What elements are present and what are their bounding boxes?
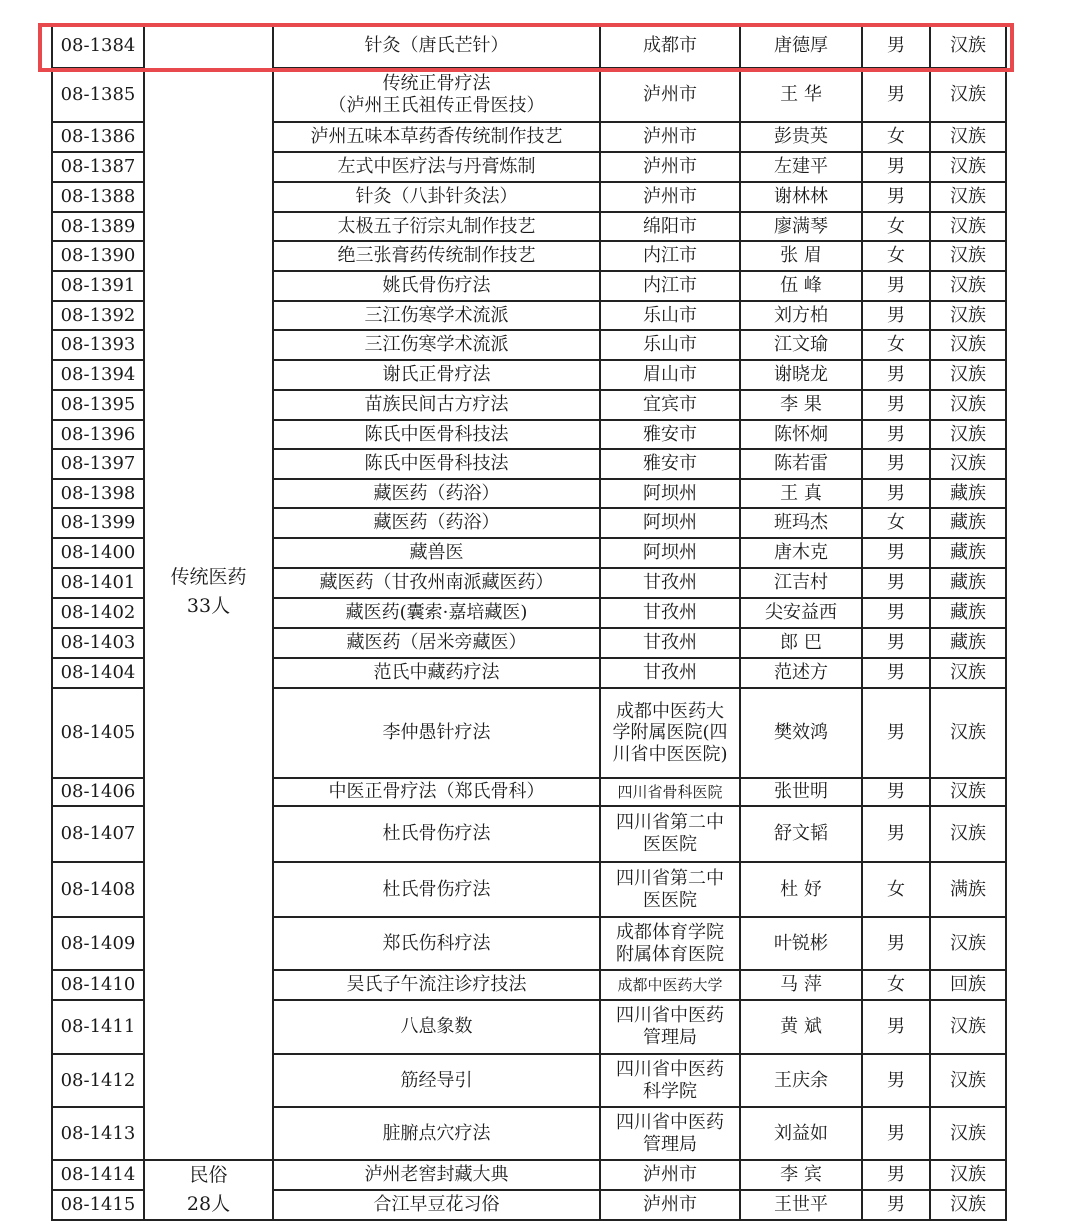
table-rule	[273, 567, 1006, 569]
table-rule	[52, 687, 144, 689]
cell-region: 泸州市	[643, 84, 697, 106]
cell-person: 伍 峰	[780, 275, 822, 297]
cell-ethnicity: 汉族	[950, 1122, 986, 1144]
table-rule	[52, 448, 144, 450]
cell-ethnicity: 汉族	[950, 1016, 986, 1038]
cell-sex: 男	[887, 722, 905, 744]
cell-name: 陈氏中医骨科技法	[364, 453, 509, 475]
cell-sex: 男	[887, 542, 905, 564]
cell-sex: 男	[887, 1164, 905, 1186]
cell-region: 乐山市	[643, 304, 697, 326]
cell-sex: 男	[887, 275, 905, 297]
cell-code: 08-1395	[60, 394, 136, 416]
cell-region: 宜宾市	[643, 394, 697, 416]
cell-name: 藏医药（药浴）	[373, 482, 500, 504]
cell-code: 08-1409	[60, 932, 136, 954]
category-cell: 传统医药 33人	[170, 565, 247, 617]
table-rule	[52, 151, 144, 153]
cell-name: 李仲愚针疗法	[382, 722, 491, 744]
table-rule	[52, 627, 144, 629]
cell-sex: 男	[887, 84, 905, 106]
cell-region: 四川省第二中 医医院	[616, 867, 724, 911]
cell-sex: 男	[887, 1122, 905, 1144]
cell-region: 泸州市	[643, 1194, 697, 1216]
table-rule	[272, 24, 274, 1221]
cell-ethnicity: 汉族	[950, 394, 986, 416]
table-rule	[52, 657, 144, 659]
category-cell: 民俗 28人	[186, 1163, 231, 1215]
table-rule	[273, 67, 1006, 69]
table-rule	[861, 24, 863, 1221]
table-rule	[273, 1053, 1006, 1055]
table-rule	[273, 151, 1006, 153]
table-rule	[273, 999, 1006, 1001]
cell-name: 杜氏骨伤疗法	[382, 823, 491, 845]
cell-name: 针灸（唐氏芒针）	[364, 35, 509, 57]
cell-code: 08-1407	[60, 823, 136, 845]
cell-sex: 男	[887, 423, 905, 445]
cell-sex: 男	[887, 156, 905, 178]
cell-ethnicity: 汉族	[950, 186, 986, 208]
table-rule	[52, 777, 144, 779]
cell-sex: 男	[887, 1069, 905, 1091]
cell-sex: 男	[887, 1194, 905, 1216]
cell-name: 太极五子衍宗丸制作技艺	[337, 215, 536, 237]
cell-ethnicity: 汉族	[950, 722, 986, 744]
cell-sex: 男	[887, 823, 905, 845]
cell-name: 陈氏中医骨科技法	[364, 423, 509, 445]
cell-name: 三江伤寒学术流派	[364, 334, 509, 356]
cell-sex: 男	[887, 304, 905, 326]
cell-region: 乐山市	[643, 334, 697, 356]
cell-person: 廖满琴	[774, 215, 828, 237]
table-rule	[273, 300, 1006, 302]
cell-name: 藏医药（居米旁藏医）	[346, 632, 527, 654]
cell-code: 08-1388	[60, 186, 136, 208]
cell-region: 成都中医药大学	[617, 976, 723, 994]
cell-code: 08-1385	[60, 84, 136, 106]
cell-region: 泸州市	[643, 1164, 697, 1186]
cell-name: 八息象数	[400, 1016, 473, 1038]
cell-ethnicity: 汉族	[950, 1069, 986, 1091]
cell-region: 绵阳市	[643, 215, 697, 237]
cell-person: 樊效鸿	[774, 722, 828, 744]
cell-sex: 男	[887, 482, 905, 504]
table-rule	[273, 448, 1006, 450]
cell-person: 舒文韬	[774, 823, 828, 845]
cell-person: 尖安益西	[765, 602, 837, 624]
cell-code: 08-1396	[60, 423, 136, 445]
table-rule	[273, 478, 1006, 480]
table-rule	[273, 419, 1006, 421]
table-rule	[273, 270, 1006, 272]
cell-region: 甘孜州	[643, 662, 697, 684]
cell-region: 泸州市	[643, 186, 697, 208]
cell-code: 08-1401	[60, 572, 136, 594]
cell-sex: 男	[887, 781, 905, 803]
cell-code: 08-1399	[60, 512, 136, 534]
table-rule	[273, 359, 1006, 361]
cell-region: 成都市	[643, 35, 697, 57]
table-rule	[52, 567, 144, 569]
table-rule	[52, 300, 144, 302]
cell-ethnicity: 汉族	[950, 662, 986, 684]
cell-code: 08-1405	[60, 722, 136, 744]
table-rule	[52, 597, 144, 599]
cell-person: 张 眉	[780, 245, 822, 267]
cell-ethnicity: 汉族	[950, 781, 986, 803]
cell-sex: 男	[887, 364, 905, 386]
cell-person: 马 萍	[780, 974, 822, 996]
cell-name: 中医正骨疗法（郑氏骨科）	[328, 781, 545, 803]
cell-name: 杜氏骨伤疗法	[382, 878, 491, 900]
cell-region: 四川省中医药 科学院	[616, 1058, 724, 1102]
cell-region: 甘孜州	[643, 572, 697, 594]
cell-code: 08-1400	[60, 542, 136, 564]
cell-person: 黄 斌	[780, 1016, 822, 1038]
cell-region: 四川省骨科医院	[617, 783, 723, 801]
cell-person: 刘益如	[774, 1122, 828, 1144]
cell-code: 08-1410	[60, 974, 136, 996]
table-rule	[273, 1189, 1006, 1191]
table-rule	[273, 969, 1006, 971]
table-rule	[52, 537, 144, 539]
cell-ethnicity: 汉族	[950, 35, 986, 57]
cell-person: 郎 巴	[780, 632, 822, 654]
cell-person: 班玛杰	[774, 512, 828, 534]
cell-ethnicity: 汉族	[950, 453, 986, 475]
cell-sex: 女	[887, 512, 905, 534]
cell-region: 成都中医药大 学附属医院(四 川省中医医院)	[612, 700, 728, 765]
table-rule	[52, 181, 144, 183]
table-rule	[52, 389, 144, 391]
cell-person: 李 果	[780, 394, 822, 416]
cell-code: 08-1387	[60, 156, 136, 178]
table-rule	[52, 23, 1006, 25]
table-rule	[52, 359, 144, 361]
cell-ethnicity: 汉族	[950, 334, 986, 356]
table-rule	[52, 1159, 1006, 1161]
cell-sex: 女	[887, 126, 905, 148]
cell-person: 李 宾	[780, 1164, 822, 1186]
table-rule	[599, 24, 601, 1221]
cell-person: 叶锐彬	[774, 932, 828, 954]
cell-sex: 女	[887, 878, 905, 900]
cell-sex: 男	[887, 632, 905, 654]
table-rule	[52, 240, 144, 242]
table-rule	[52, 1189, 144, 1191]
cell-person: 王庆余	[774, 1069, 828, 1091]
cell-name: 泸州五味本草药香传统制作技艺	[310, 126, 563, 148]
cell-sex: 女	[887, 245, 905, 267]
cell-person: 江吉村	[774, 572, 828, 594]
table-rule	[52, 1106, 144, 1108]
cell-region: 雅安市	[643, 423, 697, 445]
cell-code: 08-1398	[60, 482, 136, 504]
cell-region: 内江市	[643, 245, 697, 267]
cell-person: 陈怀炯	[774, 423, 828, 445]
table-rule	[52, 969, 144, 971]
cell-ethnicity: 藏族	[950, 542, 986, 564]
cell-region: 四川省中医药 管理局	[616, 1005, 724, 1048]
cell-region: 泸州市	[643, 156, 697, 178]
cell-ethnicity: 藏族	[950, 632, 986, 654]
table-rule	[273, 1106, 1006, 1108]
cell-person: 彭贵英	[774, 126, 828, 148]
table-rule	[273, 861, 1006, 863]
cell-region: 雅安市	[643, 453, 697, 475]
table-rule	[52, 478, 144, 480]
table-rule	[52, 329, 144, 331]
cell-region: 内江市	[643, 275, 697, 297]
cell-ethnicity: 汉族	[950, 364, 986, 386]
cell-region: 四川省中医药 管理局	[616, 1111, 724, 1155]
table-rule	[52, 270, 144, 272]
table-rule	[273, 537, 1006, 539]
cell-sex: 男	[887, 662, 905, 684]
table-rule	[273, 121, 1006, 123]
cell-ethnicity: 汉族	[950, 215, 986, 237]
table-rule	[143, 24, 145, 1221]
cell-code: 08-1389	[60, 215, 136, 237]
cell-code: 08-1384	[60, 35, 136, 57]
cell-name: 传统正骨疗法 （泸州王氏祖传正骨医技）	[328, 73, 545, 116]
cell-region: 眉山市	[643, 364, 697, 386]
cell-name: 郑氏伤科疗法	[382, 932, 491, 954]
table-rule	[273, 657, 1006, 659]
cell-person: 谢晓龙	[774, 364, 828, 386]
table-rule	[273, 805, 1006, 807]
cell-sex: 男	[887, 602, 905, 624]
cell-code: 08-1392	[60, 304, 136, 326]
cell-name: 范氏中藏药疗法	[373, 662, 500, 684]
cell-region: 阿坝州	[643, 512, 697, 534]
cell-ethnicity: 汉族	[950, 126, 986, 148]
cell-person: 王世平	[774, 1194, 828, 1216]
cell-code: 08-1391	[60, 275, 136, 297]
cell-region: 阿坝州	[643, 542, 697, 564]
table-rule	[273, 211, 1006, 213]
cell-name: 藏医药（甘孜州南派藏医药）	[319, 572, 554, 594]
cell-code: 08-1397	[60, 453, 136, 475]
cell-code: 08-1402	[60, 602, 136, 624]
cell-code: 08-1413	[60, 1122, 136, 1144]
cell-person: 唐德厚	[774, 35, 828, 57]
cell-sex: 女	[887, 334, 905, 356]
table-rule	[52, 507, 144, 509]
cell-name: 谢氏正骨疗法	[382, 364, 491, 386]
cell-ethnicity: 汉族	[950, 823, 986, 845]
cell-name: 左式中医疗法与丹膏炼制	[337, 156, 536, 178]
cell-sex: 男	[887, 394, 905, 416]
cell-name: 苗族民间古方疗法	[364, 394, 509, 416]
table-rule	[52, 67, 144, 69]
cell-name: 吴氏子午流注诊疗技法	[346, 974, 527, 996]
cell-ethnicity: 汉族	[950, 156, 986, 178]
cell-region: 成都体育学院 附属体育医院	[616, 921, 724, 965]
cell-ethnicity: 藏族	[950, 512, 986, 534]
cell-sex: 男	[887, 186, 905, 208]
cell-sex: 男	[887, 932, 905, 954]
cell-sex: 女	[887, 974, 905, 996]
cell-sex: 男	[887, 453, 905, 475]
cell-code: 08-1403	[60, 632, 136, 654]
cell-ethnicity: 汉族	[950, 932, 986, 954]
cell-code: 08-1406	[60, 781, 136, 803]
cell-sex: 女	[887, 215, 905, 237]
table-rule	[273, 181, 1006, 183]
cell-person: 王 华	[780, 84, 822, 106]
cell-person: 谢林林	[774, 186, 828, 208]
table-rule	[739, 24, 741, 1221]
cell-name: 姚氏骨伤疗法	[382, 275, 491, 297]
cell-ethnicity: 回族	[950, 974, 986, 996]
cell-person: 刘方柏	[774, 304, 828, 326]
table-rule	[52, 999, 144, 1001]
cell-code: 08-1394	[60, 364, 136, 386]
table-rule	[273, 389, 1006, 391]
cell-region: 阿坝州	[643, 482, 697, 504]
cell-person: 陈若雷	[774, 453, 828, 475]
cell-code: 08-1404	[60, 662, 136, 684]
table-rule	[273, 240, 1006, 242]
table-rule	[273, 627, 1006, 629]
cell-region: 泸州市	[643, 126, 697, 148]
cell-code: 08-1386	[60, 126, 136, 148]
table-rule	[52, 121, 144, 123]
cell-sex: 男	[887, 572, 905, 594]
cell-name: 脏腑点穴疗法	[382, 1122, 491, 1144]
cell-person: 范述方	[774, 662, 828, 684]
cell-sex: 男	[887, 35, 905, 57]
cell-name: 三江伤寒学术流派	[364, 304, 509, 326]
table-rule	[52, 916, 144, 918]
table-rule	[273, 597, 1006, 599]
cell-ethnicity: 汉族	[950, 423, 986, 445]
cell-ethnicity: 藏族	[950, 482, 986, 504]
cell-ethnicity: 藏族	[950, 572, 986, 594]
cell-person: 张世明	[774, 781, 828, 803]
cell-code: 08-1411	[60, 1016, 136, 1038]
table-rule	[51, 24, 53, 1221]
cell-region: 甘孜州	[643, 602, 697, 624]
cell-name: 泸州老窖封藏大典	[364, 1164, 509, 1186]
table-rule	[52, 805, 144, 807]
cell-sex: 男	[887, 1016, 905, 1038]
table-rule	[52, 1053, 144, 1055]
cell-ethnicity: 汉族	[950, 84, 986, 106]
table-rule	[273, 777, 1006, 779]
table-rule	[52, 211, 144, 213]
cell-ethnicity: 汉族	[950, 304, 986, 326]
cell-region: 四川省第二中 医医院	[616, 812, 724, 855]
cell-code: 08-1393	[60, 334, 136, 356]
cell-person: 江文瑜	[774, 334, 828, 356]
cell-ethnicity: 满族	[950, 878, 986, 900]
cell-code: 08-1414	[60, 1164, 136, 1186]
table-rule	[1005, 24, 1007, 1221]
cell-name: 绝三张膏药传统制作技艺	[337, 245, 536, 267]
cell-ethnicity: 汉族	[950, 1194, 986, 1216]
cell-code: 08-1408	[60, 878, 136, 900]
cell-person: 王 真	[780, 482, 822, 504]
table-rule	[273, 916, 1006, 918]
cell-name: 藏兽医	[409, 542, 464, 564]
cell-person: 杜 妤	[780, 878, 822, 900]
table-rule	[52, 1219, 1006, 1221]
cell-name: 针灸（八卦针灸法）	[355, 186, 518, 208]
cell-code: 08-1415	[60, 1194, 136, 1216]
cell-code: 08-1390	[60, 245, 136, 267]
cell-code: 08-1412	[60, 1069, 136, 1091]
table-rule	[52, 861, 144, 863]
cell-name: 合江早豆花习俗	[373, 1194, 500, 1216]
cell-person: 唐木克	[774, 542, 828, 564]
cell-person: 左建平	[774, 156, 828, 178]
table-rule	[929, 24, 931, 1221]
cell-ethnicity: 汉族	[950, 245, 986, 267]
table-rule	[273, 507, 1006, 509]
cell-ethnicity: 汉族	[950, 1164, 986, 1186]
table-rule	[52, 419, 144, 421]
cell-ethnicity: 藏族	[950, 602, 986, 624]
cell-ethnicity: 汉族	[950, 275, 986, 297]
cell-name: 藏医药(囊索·嘉培藏医)	[345, 602, 528, 624]
cell-name: 筋经导引	[400, 1069, 473, 1091]
table-rule	[273, 329, 1006, 331]
table-rule	[273, 687, 1006, 689]
cell-name: 藏医药（药浴）	[373, 512, 500, 534]
cell-region: 甘孜州	[643, 632, 697, 654]
